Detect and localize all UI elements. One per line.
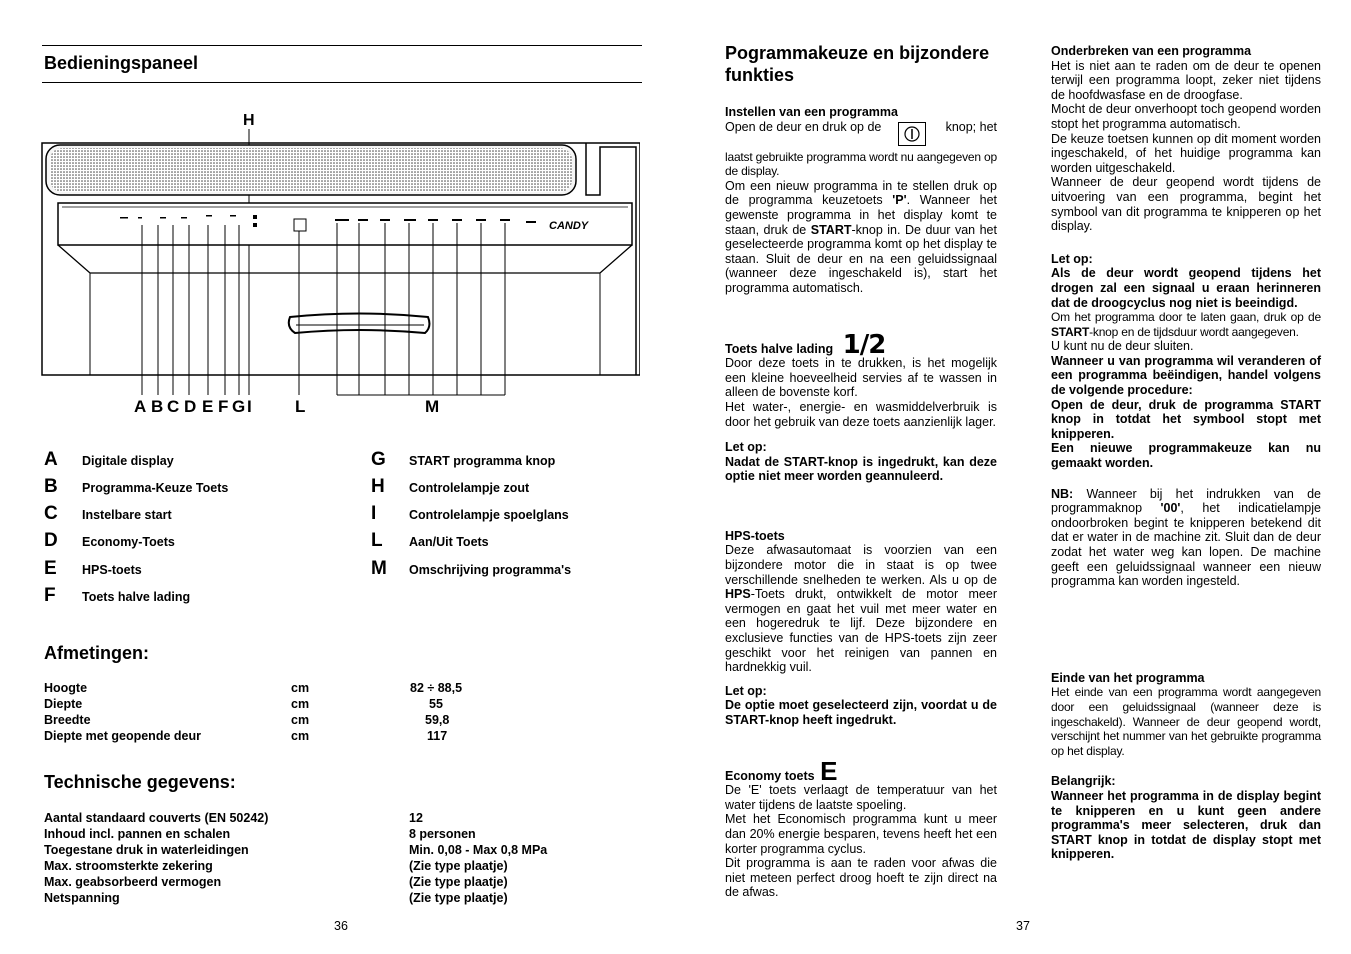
diagram-label-F: F xyxy=(218,397,229,416)
diagram-label-M: M xyxy=(425,397,440,416)
note-text: Open de deur, druk de programma START knop in totdat het symbool stopt met knipperen. xyxy=(1051,397,1321,441)
paragraph: laatst gebruikte programma wordt nu aangegeven op de display. xyxy=(725,149,997,179)
diagram-label-I: I xyxy=(247,397,252,416)
dimension-label: Diepte met geopende deur xyxy=(44,729,201,743)
dimension-label: Hoogte xyxy=(44,681,88,695)
tech-value: (Zie type plaatje) xyxy=(409,859,508,873)
control-panel-diagram xyxy=(0,105,640,415)
paragraph: Mocht de deur onverhoopt toch geopend worden stopt het programma automatisch. xyxy=(1051,102,1321,131)
diagram-label-C: C xyxy=(167,397,180,416)
column-2 xyxy=(1051,44,1321,862)
section-heading: Toets halve lading xyxy=(725,341,834,356)
tech-label: Max. stroomsterkte zekering xyxy=(44,859,213,873)
page-number: 36 xyxy=(334,919,348,933)
diagram-label-G: G xyxy=(232,397,246,416)
title-rule-top xyxy=(42,45,642,46)
dimension-value: 55 xyxy=(429,697,443,711)
paragraph: Het is niet aan te raden om de deur te openen terwijl een programma loopt, zeker niet tijdens de hoofdwasfase en de droogfase. xyxy=(1051,58,1321,102)
tech-value: (Zie type plaatje) xyxy=(409,875,508,889)
note-heading: Let op: xyxy=(725,683,767,698)
section-heading: Einde van het programma xyxy=(1051,670,1205,685)
tech-label: Max. geabsorbeerd vermogen xyxy=(44,875,222,889)
note-heading: Belangrijk: xyxy=(1051,774,1116,789)
tech-label: Toegestane druk in waterleidingen xyxy=(44,843,249,857)
dimensions-heading: Afmetingen: xyxy=(44,643,149,663)
paragraph: U kunt nu de deur sluiten. xyxy=(1051,339,1194,354)
tech-heading: Technische gegevens: xyxy=(44,772,236,792)
paragraph: Het water-, energie- en wasmiddelverbruik is door het gebruik van deze toets aanzienlijk lager. xyxy=(725,399,997,429)
paragraph: Om een nieuw programma in te stellen druk op de programma keuzetoets 'P'. Wanneer het gewenste programma in het display komt te staan, druk de START-knop in. De duur van het geselecteerde programma komt op het display te staan. Sluit de deur en na een geluidssignaal (wanneer deze ingeschakeld is), start het programma automatisch. xyxy=(725,178,997,295)
dimension-unit: cm xyxy=(291,697,310,711)
dimension-unit: cm xyxy=(291,681,310,695)
paragraph: Wanneer de deur geopend wordt tijdens de uitvoering van een programma, begint het symbool van dit programma te knipperen op het display. xyxy=(1051,175,1321,234)
dimension-label: Breedte xyxy=(44,713,91,727)
paragraph: Dit programma is aan te raden voor afwas die niet meteen perfect droog hoeft te zijn direct na de afwas. xyxy=(725,856,997,900)
paragraph: Deze afwasautomaat is voorzien van een bijzondere motor die in staat is op twee verschillende snelheden te werken. Als u op de HPS-Toets drukt, ontwikkelt de motor meer vermogen en gaat het vuil met meer water en een hogeredruk te lijf. Deze bijzondere en exclusieve functies van de HPS-toets zijn zeer geschikt voor het reinigen van pannen en hardnekkig vuil. xyxy=(725,543,997,675)
dimension-unit: cm xyxy=(291,729,310,743)
page-number: 37 xyxy=(1016,919,1030,933)
section-heading: Economy toets xyxy=(725,768,815,783)
power-icon xyxy=(898,122,926,146)
page-36: Bedieningspaneel H CANDY A B C D E F G I L M A Digitale display B Programma-Keuze Toets C Instelbare start D Economy-Toets E HPS-toets F Toets halve lading G START programma knop H Controlelampje zout I Controlelampje spoelglans L Aan/Uit Toets M Omschrijving programma's Afmetingen: Hoogte cm 82 ÷ 88,5 Diepte cm 55 Breedte cm 59,8 Diepte met geopende deur cm 117 Technische gegevens: Aantal standaard couverts (EN 50242) 12 Inhoud incl. pannen en schalen 8 personen Toegestane druk in waterleidingen Min. 0,08 - Max 0,8 MPa Max. stroomsterkte zekering (Zie type plaatje) Max. geabsorbeerd vermogen (Zie type plaatje) Netspanning (Zie type plaatje) 36 xyxy=(0,0,675,954)
half-load-icon: 1/2 xyxy=(842,329,886,360)
brand-logo: CANDY xyxy=(549,220,589,232)
note-text: Nadat de START-knop is ingedrukt, kan deze optie niet meer worden geannuleerd. xyxy=(725,454,997,484)
note-text: Wanneer u van programma wil veranderen of een programma beëindigen, handel volgens de volgende procedure: xyxy=(1051,353,1321,398)
title-rule-bottom xyxy=(42,82,642,83)
diagram-label-E: E xyxy=(202,397,214,416)
diagram-label-L: L xyxy=(295,397,306,416)
page-title: Pogrammakeuze en bijzondere funkties xyxy=(725,43,990,85)
tech-value: (Zie type plaatje) xyxy=(409,891,508,905)
instruction-text: Open de deur en druk op de xyxy=(725,119,882,134)
paragraph: De keuze toetsen kunnen op dit moment worden ingeschakeld, of het huidige programma kan worden uitgeschakeld. xyxy=(1051,131,1321,175)
column-1 xyxy=(725,105,997,900)
note-heading: Let op: xyxy=(1051,251,1093,266)
economy-icon: E xyxy=(820,755,838,786)
diagram-label-B: B xyxy=(151,397,164,416)
dimension-value: 82 ÷ 88,5 xyxy=(410,681,463,695)
note-text: Wanneer het programma in de display begint te knipperen en u kunt geen andere programma's meer selecteren, druk dan START knop in totdat de display stopt met knipperen. xyxy=(1051,788,1321,862)
label-H: H xyxy=(243,112,255,129)
paragraph: NB: Wanneer bij het indrukken van de programmaknop '00', het indicatielampje ondoorbroken begint te knipperen betekend dit dat er water in de machine zit. Sluit dan de deur zodat het water weg kan lopen. De machine geeft een geluidssignaal wanneer een nieuw programma kan worden ingesteld. xyxy=(1051,486,1321,589)
dimension-label: Diepte xyxy=(44,697,83,711)
diagram-label-A: A xyxy=(134,397,147,416)
section-heading: Instellen van een programma xyxy=(725,105,898,119)
note-heading: Let op: xyxy=(725,440,767,455)
dimension-value: 59,8 xyxy=(425,713,450,727)
paragraph: Met het Economisch programma kunt u meer dan 20% energie besparen, tevens heeft het een korter programma cyclus. xyxy=(725,812,997,856)
section-heading: HPS-toets xyxy=(725,528,785,543)
dimension-unit: cm xyxy=(291,713,310,727)
diagram-label-D: D xyxy=(184,397,197,416)
paragraph: Het einde van een programma wordt aangegeven door een geluidssignaal (wanneer deze is ingeschakeld). Wanneer de deur geopend wordt, verschijnt het nummer van het gebruikte programma op het display. xyxy=(1051,685,1321,758)
instruction-text: knop; het xyxy=(945,119,997,134)
paragraph: De 'E' toets verlaagt de temperatuur van het water tijdens de laatste spoeling. xyxy=(725,783,997,812)
tech-value: 8 personen xyxy=(409,827,476,841)
tech-label: Aantal standaard couverts (EN 50242) xyxy=(44,811,269,825)
page-37 xyxy=(675,0,1351,954)
dimension-value: 117 xyxy=(427,729,448,743)
paragraph: Door deze toets in te drukken, is het mogelijk een kleine hoeveelheid servies af te wassen in alleen de bovenste korf. xyxy=(725,356,997,400)
paragraph: Om het programma door te laten gaan, druk op de START-knop en de tijdsduur wordt aangegeven. xyxy=(1051,310,1321,339)
tech-label: Netspanning xyxy=(44,891,120,905)
page-title: Bedieningspaneel xyxy=(44,53,199,73)
tech-label: Inhoud incl. pannen en schalen xyxy=(44,827,231,841)
section-heading: Onderbreken van een programma xyxy=(1051,44,1252,58)
note-text: Een nieuwe programmakeuze kan nu gemaakt worden. xyxy=(1051,441,1321,471)
tech-value: 12 xyxy=(409,811,423,825)
note-text: De optie moet geselecteerd zijn, voordat u de START-knop heeft ingedrukt. xyxy=(725,698,997,727)
tech-value: Min. 0,08 - Max 0,8 MPa xyxy=(409,843,548,857)
note-text: Als de deur wordt geopend tijdens het drogen zal een signaal u eraan herinneren dat de droogcyclus nog niet is beeindigd. xyxy=(1051,266,1321,310)
